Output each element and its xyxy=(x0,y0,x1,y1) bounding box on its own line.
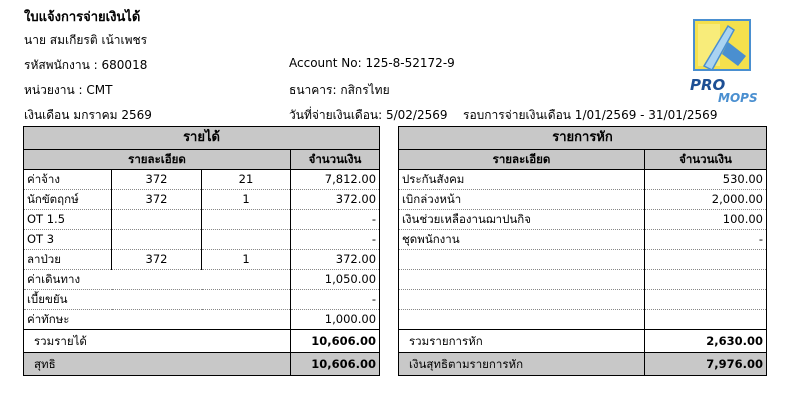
deduction-title: รายการหัก xyxy=(399,127,767,150)
table-row xyxy=(24,270,380,290)
table-row xyxy=(399,310,767,330)
deduction-amount xyxy=(645,310,767,330)
income-qty xyxy=(202,230,291,250)
table-row xyxy=(24,210,380,230)
income-rate xyxy=(112,230,202,250)
deduction-label xyxy=(399,270,645,290)
deduction-label xyxy=(399,250,645,270)
table-row xyxy=(399,270,767,290)
table-row xyxy=(24,250,380,270)
table-row xyxy=(399,170,767,190)
table-row xyxy=(24,230,380,250)
income-label: นักขัตฤกษ์ xyxy=(24,190,112,210)
income-amount: - xyxy=(291,210,380,230)
income-rate: 372 xyxy=(112,190,202,210)
income-rate: 372 xyxy=(112,170,202,190)
deduction-total-amount: 2,630.00 xyxy=(645,330,767,353)
income-qty: 1 xyxy=(202,190,291,210)
deduction-net-label: เงินสุทธิตามรายการหัก xyxy=(399,353,645,376)
table-row xyxy=(24,170,380,190)
income-amount: 7,812.00 xyxy=(291,170,380,190)
income-amount: 1,050.00 xyxy=(291,270,380,290)
income-total-amount: 10,606.00 xyxy=(291,330,380,353)
deduction-label: เบิกล่วงหน้า xyxy=(399,190,645,210)
income-net-label: สุทธิ xyxy=(24,353,291,376)
deduction-table xyxy=(398,126,767,376)
table-row xyxy=(24,190,380,210)
bank-name: ธนาคาร: กสิกรไทย xyxy=(289,83,390,97)
logo-text-mops: MOPS xyxy=(718,91,758,105)
deduction-amount xyxy=(645,290,767,310)
income-label: ค่าทักษะ xyxy=(24,310,291,330)
income-table xyxy=(23,126,380,376)
income-amount: 372.00 xyxy=(291,190,380,210)
income-amount: - xyxy=(291,230,380,250)
deduction-amount: - xyxy=(645,230,767,250)
deduction-amount: 2,000.00 xyxy=(645,190,767,210)
deduction-col-amount: จำนวนเงิน xyxy=(645,150,767,170)
deduction-col-detail: รายละเอียด xyxy=(399,150,645,170)
income-col-amount: จำนวนเงิน xyxy=(291,150,380,170)
table-row xyxy=(399,250,767,270)
pay-date: วันที่จ่ายเงินเดือน: 5/02/2569 xyxy=(289,108,448,122)
income-label: เบี้ยขยัน xyxy=(24,290,291,310)
deduction-amount: 100.00 xyxy=(645,210,767,230)
income-title: รายได้ xyxy=(24,127,380,150)
deduction-net-amount: 7,976.00 xyxy=(645,353,767,376)
table-row xyxy=(399,290,767,310)
deduction-label: เงินช่วยเหลืองานฌาปนกิจ xyxy=(399,210,645,230)
income-amount: 1,000.00 xyxy=(291,310,380,330)
income-qty: 1 xyxy=(202,250,291,270)
table-row xyxy=(24,290,380,310)
income-label: OT 1.5 xyxy=(24,210,112,230)
income-col-detail: รายละเอียด xyxy=(24,150,291,170)
income-net-row xyxy=(24,353,380,376)
logo-text-pro: PRO xyxy=(690,76,726,94)
income-rate xyxy=(112,210,202,230)
deduction-total-label: รวมรายการหัก xyxy=(399,330,645,353)
department: หน่วยงาน : CMT xyxy=(24,83,113,97)
table-row xyxy=(24,310,380,330)
pay-period: รอบการจ่ายเงินเดือน 1/01/2569 - 31/01/2569 xyxy=(463,108,718,122)
deduction-amount xyxy=(645,250,767,270)
income-total-row xyxy=(24,330,380,353)
salary-month: เงินเดือน มกราคม 2569 xyxy=(24,108,152,122)
income-label: ลาป่วย xyxy=(24,250,112,270)
table-row xyxy=(399,190,767,210)
income-rate: 372 xyxy=(112,250,202,270)
deduction-net-row xyxy=(399,353,767,376)
income-total-label: รวมรายได้ xyxy=(24,330,291,353)
income-amount: - xyxy=(291,290,380,310)
table-row xyxy=(399,230,767,250)
income-qty: 21 xyxy=(202,170,291,190)
deduction-amount: 530.00 xyxy=(645,170,767,190)
income-amount: 372.00 xyxy=(291,250,380,270)
income-label: ค่าเดินทาง xyxy=(24,270,291,290)
income-qty xyxy=(202,210,291,230)
slip-title: ใบแจ้งการจ่ายเงินได้ xyxy=(24,10,141,25)
employee-id: รหัสพนักงาน : 680018 xyxy=(24,58,148,72)
deduction-total-row xyxy=(399,330,767,353)
deduction-label xyxy=(399,310,645,330)
deduction-label: ประกันสังคม xyxy=(399,170,645,190)
table-row xyxy=(399,210,767,230)
pro-mops-logo xyxy=(688,16,760,106)
deduction-label xyxy=(399,290,645,310)
employee-name: นาย สมเกียรติ เน้าเพชร xyxy=(24,33,148,47)
income-net-amount: 10,606.00 xyxy=(291,353,380,376)
deduction-amount xyxy=(645,270,767,290)
account-number: Account No: 125-8-52172-9 xyxy=(289,56,455,70)
income-label: ค่าจ้าง xyxy=(24,170,112,190)
income-label: OT 3 xyxy=(24,230,112,250)
deduction-label: ชุดพนักงาน xyxy=(399,230,645,250)
